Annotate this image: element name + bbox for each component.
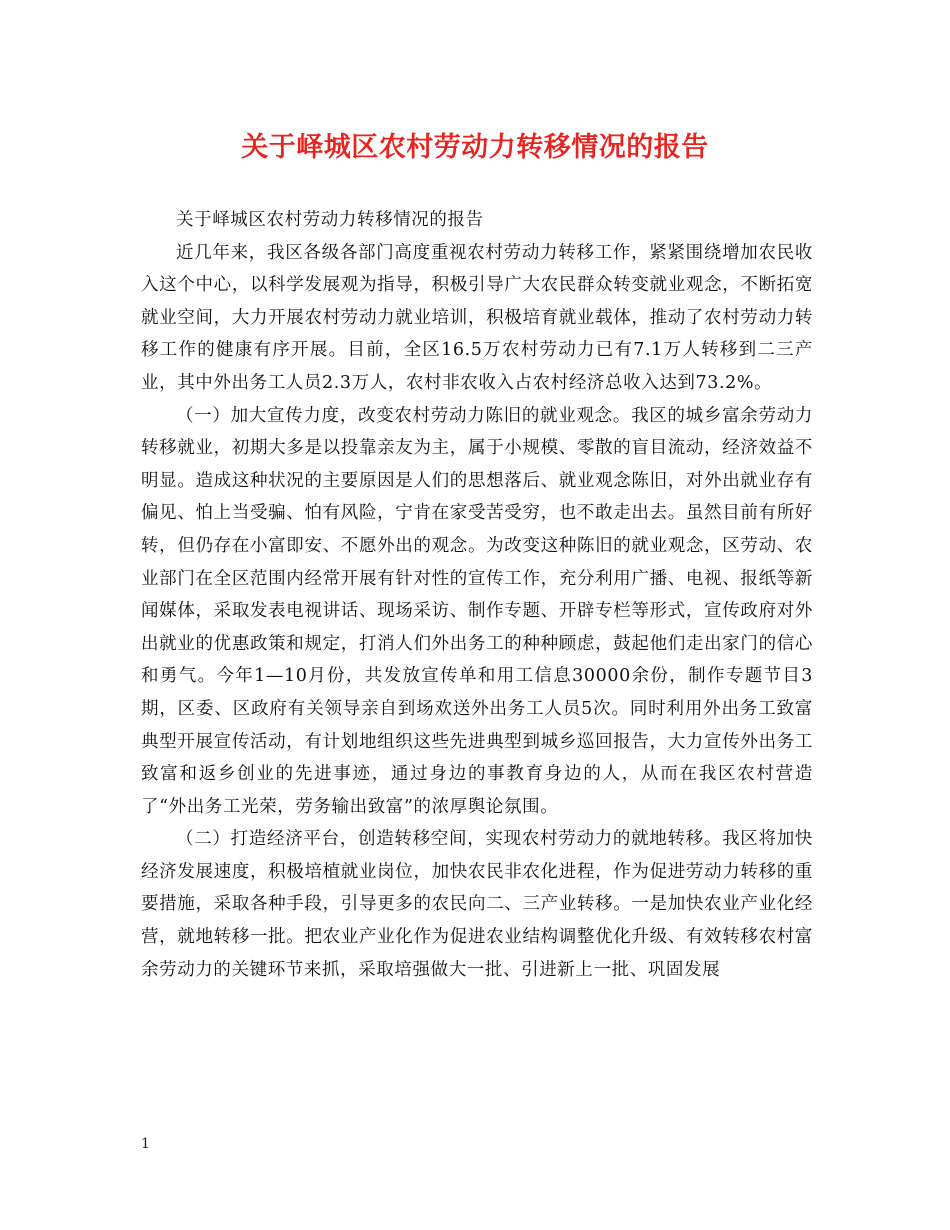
- document-title: 关于峄城区农村劳动力转移情况的报告: [241, 132, 709, 163]
- subtitle-paragraph: 关于峄城区农村劳动力转移情况的报告: [176, 210, 484, 230]
- section-one-paragraph: （一）加大宣传力度，改变农村劳动力陈旧的就业观念。我区的城乡富余劳动力转移就业，初期大多是以投靠亲友为主，属于小规模、零散的盲目流动，经济效益不明显。造成这种状况的主要原因是人们的思想落后、就业观念陈旧，对外出就业存有偏见、怕上当受骗、怕有风险，宁肯在家受苦受穷，也不敢走出去。虽然目前有所好转，但仍存在小富即安、不愿外出的观念。为改变这种陈旧的就业观念，区劳动、农业部门在全区范围内经常开展有针对性的宣传工作，充分利用广播、电视、报纸等新闻媒体，采取发表电视讲话、现场采访、制作专题、开辟专栏等形式，宣传政府对外出就业的优惠政策和规定，打消人们外出务工的种种顾虑，鼓起他们走出家门的信心和勇气。今年1—10月份，共发放宣传单和用工信息30000余份，制作专题节目3期，区委、区政府有关领导亲自到场欢送外出务工人员5次。同时利用外出务工致富典型开展宣传活动，有计划地组织这些先进典型到城乡巡回报告，大力宣传外出务工致富和返乡创业的先进事迹，通过身边的事教育身边的人，从而在我区农村营造了“外出务工光荣，劳务输出致富”的浓厚舆论氛围。: [141, 405, 813, 817]
- document-body: [141, 204, 813, 986]
- intro-paragraph: 近几年来，我区各级各部门高度重视农村劳动力转移工作，紧紧围绕增加农民收入这个中心，以科学发展观为指导，积极引导广大农民群众转变就业观念，不断拓宽就业空间，大力开展农村劳动力就业培训，积极培育就业载体，推动了农村劳动力转移工作的健康有序开展。目前，全区16.5万农村劳动力已有7.1万人转移到二三产业，其中外出务工人员2.3万人，农村非农收入占农村经济总收入达到73.2%。: [141, 242, 813, 393]
- page-number: 1: [141, 1136, 150, 1152]
- section-two-paragraph: （二）打造经济平台，创造转移空间，实现农村劳动力的就地转移。我区将加快经济发展速度，积极培植就业岗位，加快农民非农化进程，作为促进劳动力转移的重要措施，采取各种手段，引导更多的农民向二、三产业转移。一是加快农业产业化经营，就地转移一批。把农业产业化作为促进农业结构调整优化升级、有效转移农村富余劳动力的关键环节来抓，采取培强做大一批、引进新上一批、巩固发展: [141, 829, 813, 980]
